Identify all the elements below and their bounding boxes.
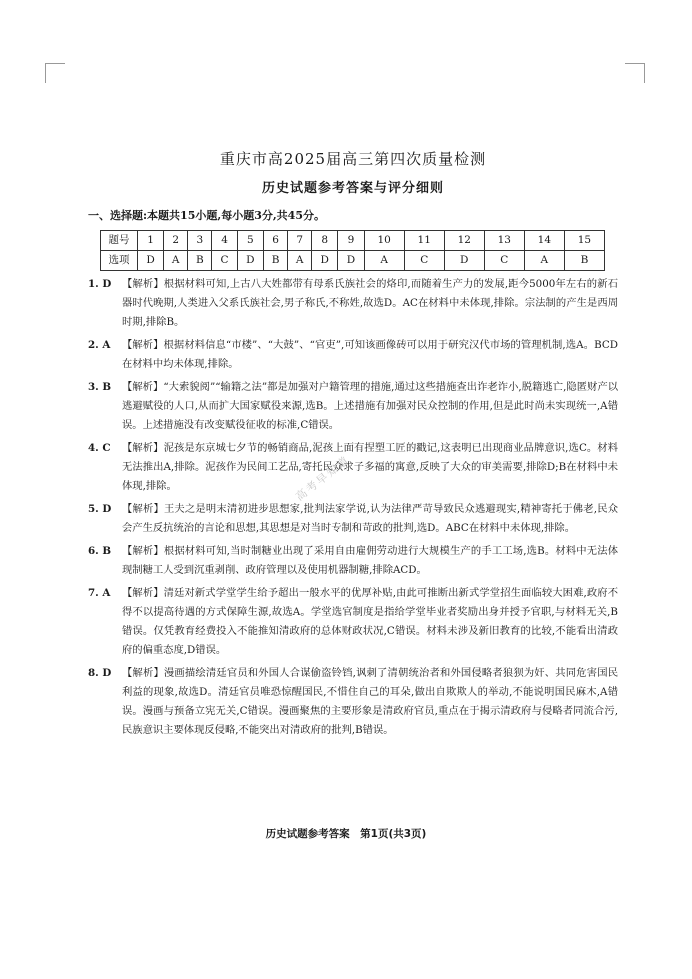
question-item [88,584,618,660]
page-subtitle: 历史试题参考答案与评分细则 [261,181,444,196]
question-number: 2. A [88,339,111,351]
crop-mark-top-left-h [45,63,65,64]
table-cell: 4 [212,231,237,251]
table-cell: 10 [364,231,404,251]
table-cell: 6 [263,231,287,251]
table-cell: 15 [564,231,604,251]
watermark: 高考早知道 [293,453,353,504]
question-explanation: 【解析】漫画描绘清廷官员和外国人合谋偷盗铃铛,讽刺了清朝统治者和外国侵略者狼狈为奸、共同危害国民利益的现象,故选D。清廷官员唯恐惊醒国民,不惜住自己的耳朵,做出自欺欺人的举动,不能说明国民麻木,A错误。漫画与预备立宪无关,C错误。漫画聚焦的主要形象是清政府官员,重点在于揭示清政府与侵略者同流合污,民族意识主要体现反侵略,不能突出对清政府的批判,B错误。 [122,667,618,736]
table-cell: D [444,251,484,271]
question-item [88,378,618,435]
table-cell: B [188,251,212,271]
crop-mark-top-right-h [625,63,645,64]
table-cell: A [164,251,188,271]
table-cell: D [138,251,164,271]
table-cell: 8 [312,231,338,251]
table-cell: C [484,251,524,271]
question-explanation: 【解析】根据材料可知,上古八大姓都带有母系氏族社会的烙印,而随着生产力的发展,距今5000年左右的新石器时代晚期,人类进入父系氏族社会,男子称氏,不称姓,故选D。AC在材料中未体现,排除。宗法制的产生是西周时期,排除B。 [122,278,618,328]
table-cell: D [312,251,338,271]
table-cell: 1 [138,231,164,251]
table-cell: D [237,251,263,271]
table-cell: 3 [188,231,212,251]
question-number: 4. C [88,442,111,454]
section-heading: 一、选择题:本题共15小题,每小题3分,共45分。 [88,209,325,222]
table-cell: B [263,251,287,271]
question-number: 3. B [88,381,112,393]
table-row-numbers [101,231,605,251]
table-cell: 7 [288,231,312,251]
question-item [88,439,618,496]
table-cell: 12 [444,231,484,251]
question-number: 1. D [88,278,112,290]
question-item [88,542,618,580]
question-explanation: 【解析】泥孩是东京城七夕节的畅销商品,泥孩上面有捏塑工匠的戳记,这表明已出现商业品牌意识,选C。材料无法推出A,排除。泥孩作为民间工艺品,寄托民众求子多福的寓意,反映了大众的审美需要,排除D;B在材料中未体现,排除。 [122,442,618,492]
question-explanation: 【解析】清廷对新式学堂学生给予超出一般水平的优厚补贴,由此可推断出新式学堂招生面临较大困难,政府不得不以提高待遇的方式保障生源,故选A。学堂选官制度是指给学堂毕业者奖励出身并授予官职,与材料无关,B错误。仅凭教育经费投入不能推知清政府的总体财政状况,C错误。材料未涉及新旧教育的比较,不能看出清政府的偏重态度,D错误。 [122,587,618,656]
crop-mark-top-right-v [644,63,645,83]
table-cell: 13 [484,231,524,251]
table-cell: B [564,251,604,271]
answer-sheet [88,150,618,744]
question-item [88,664,618,740]
question-explanation: 【解析】根据材料信息“市楼”、“大鼓”、“官吏”,可知该画像砖可以用于研究汉代市场的管理机制,选A。BCD在材料中均未体现,排除。 [122,339,618,370]
table-cell: D [338,251,364,271]
table-cell: C [212,251,237,271]
crop-mark-top-left-v [45,63,46,83]
question-item [88,500,618,538]
table-cell: A [364,251,404,271]
question-explanation: 【解析】“大索貌阅”“输籍之法”都是加强对户籍管理的措施,通过这些措施查出诈老诈小,脱籍逃亡,隐匿财产以逃避赋役的人口,从而扩大国家赋役来源,选B。上述措施有加强对民众控制的作用,但是此时尚未实现统一,A错误。上述措施没有改变赋役征收的标准,C错误。 [122,381,618,431]
table-cell: 14 [524,231,564,251]
table-cell: C [404,251,444,271]
question-number: 6. B [88,545,112,557]
table-cell: 5 [237,231,263,251]
table-cell: 2 [164,231,188,251]
table-row-answers [101,251,605,271]
row-label-answer: 选项 [101,251,138,271]
answer-table [100,230,605,271]
question-explanation: 【解析】王夫之是明末清初进步思想家,批判法家学说,认为法律严苛导致民众逃避现实,精神寄托于佛老,民众会产生反抗统治的言论和思想,其思想是对当时专制和苛政的批判,选D。ABC在材料中未体现,排除。 [122,503,618,534]
question-number: 7. A [88,587,111,599]
question-number: 5. D [88,503,112,515]
question-item [88,336,618,374]
question-item [88,275,618,332]
table-cell: 9 [338,231,364,251]
table-cell: 11 [404,231,444,251]
table-cell: A [524,251,564,271]
table-cell: A [288,251,312,271]
page-title: 重庆市高2025届高三第四次质量检测 [219,150,487,168]
page-footer: 历史试题参考答案 第1页(共3页) [265,828,427,840]
question-explanation: 【解析】根据材料可知,当时制糖业出现了采用自由雇佣劳动进行大规模生产的手工工场,选B。材料中无法体现制糖工人受到沉重剥削、政府管理以及使用机器制糖,排除ACD。 [122,545,618,576]
row-label-number: 题号 [101,231,138,251]
question-number: 8. D [88,667,112,679]
